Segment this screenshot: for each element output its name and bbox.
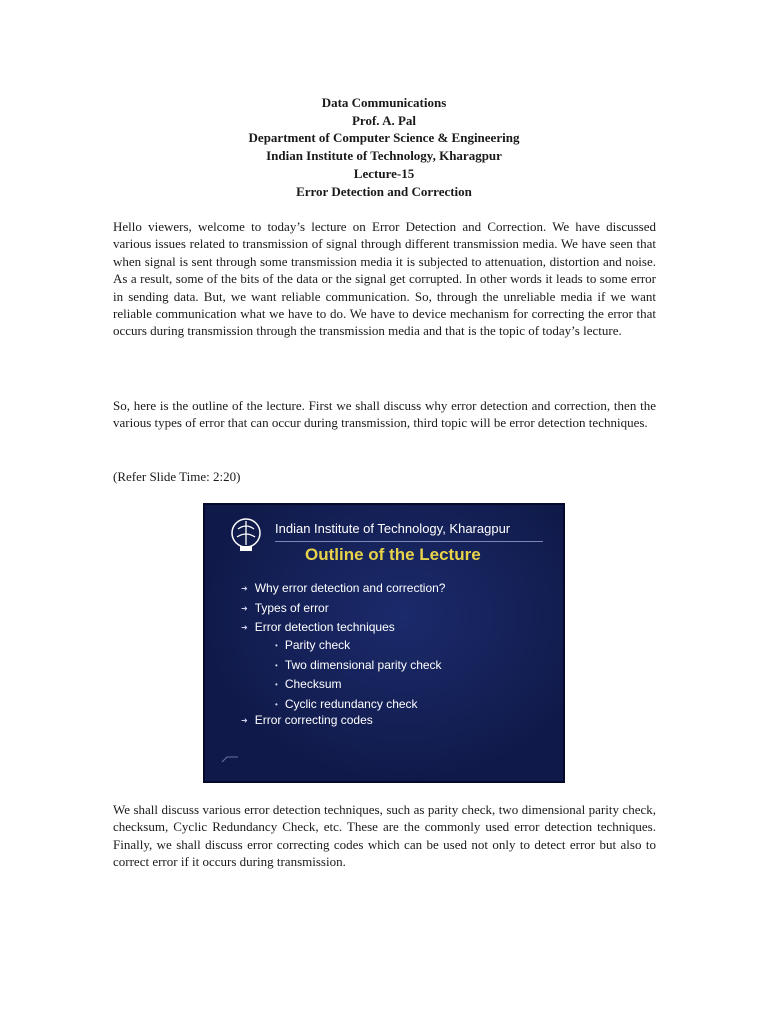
bullet-icon: ➜ [241,603,248,613]
slide-item: ➜ Types of error [241,600,329,615]
bullet-icon: • [275,660,278,670]
bullet-icon: ➜ [241,623,248,633]
intro-paragraph: Hello viewers, welcome to today’s lecture on Error Detection and Correction. We have discussed various issues related to transmission of signal through different transmission media. We have seen that when signal is sent through some transmission media it is subjected to attenuation, distortion and noise. As a result, some of the bits of the data or the signal get corrupted. In other words it leads to some error in sending data. But, we want reliable communication. So, through the unreliable media if we want reliable communication what we have to do. We have to device mechanism for correcting the error that occurs during transmission through the transmission media and that is the topic of today’s lecture. [113,219,656,339]
closing-paragraph: We shall discuss various error detection techniques, such as parity check, two dimensional parity check, checksum, Cyclic Redundancy Check, etc. These are the commonly used error detection techniques. Finally, we shall discuss error correcting codes which can be used not only to detect error but also to correct error if it occurs during transmission. [113,802,656,870]
slide-title: Outline of the Lecture [305,545,481,564]
slide-item: ➜ Error correcting codes [241,713,373,727]
slide-institute: Indian Institute of Technology, Kharagpur [275,521,511,536]
department-name: Department of Computer Science & Engineering [248,130,520,146]
lecture-topic: Error Detection and Correction [296,183,472,199]
slide-subitem: • Checksum [275,677,342,692]
bullet-icon: • [275,680,278,690]
institute-logo-icon [229,517,263,553]
course-title: Data Communications [321,95,447,110]
slide-divider [275,541,543,542]
bullet-icon: ➜ [241,716,248,725]
slide-item: ➜ Error detection techniques [241,620,395,635]
lecture-slide [203,503,565,783]
slide-sub-list [275,636,442,714]
slide-final-list [241,711,373,731]
bullet-icon: ➜ [241,584,248,593]
slide-subitem: • Two dimensional parity check [275,657,442,672]
institute-name: Indian Institute of Technology, Kharagpur [266,148,502,164]
slide-main-list [241,579,445,638]
outline-paragraph: So, here is the outline of the lecture. First we shall discuss why error detection and correction, then the various types of error that can occur during transmission, third topic will be error detection techniques. [113,398,656,431]
slide-corner-icon [221,755,239,763]
lecture-number: Lecture-15 [353,165,415,181]
slide-subitem: • Parity check [275,638,351,652]
slide-subitem: • Cyclic redundancy check [275,696,418,711]
bullet-icon: • [275,641,278,650]
refer-slide-time: (Refer Slide Time: 2:20) [113,469,241,484]
professor-name: Prof. A. Pal [351,112,417,128]
document-header [0,94,768,200]
bullet-icon: • [275,699,278,709]
slide-item: ➜ Why error detection and correction? [241,581,446,595]
